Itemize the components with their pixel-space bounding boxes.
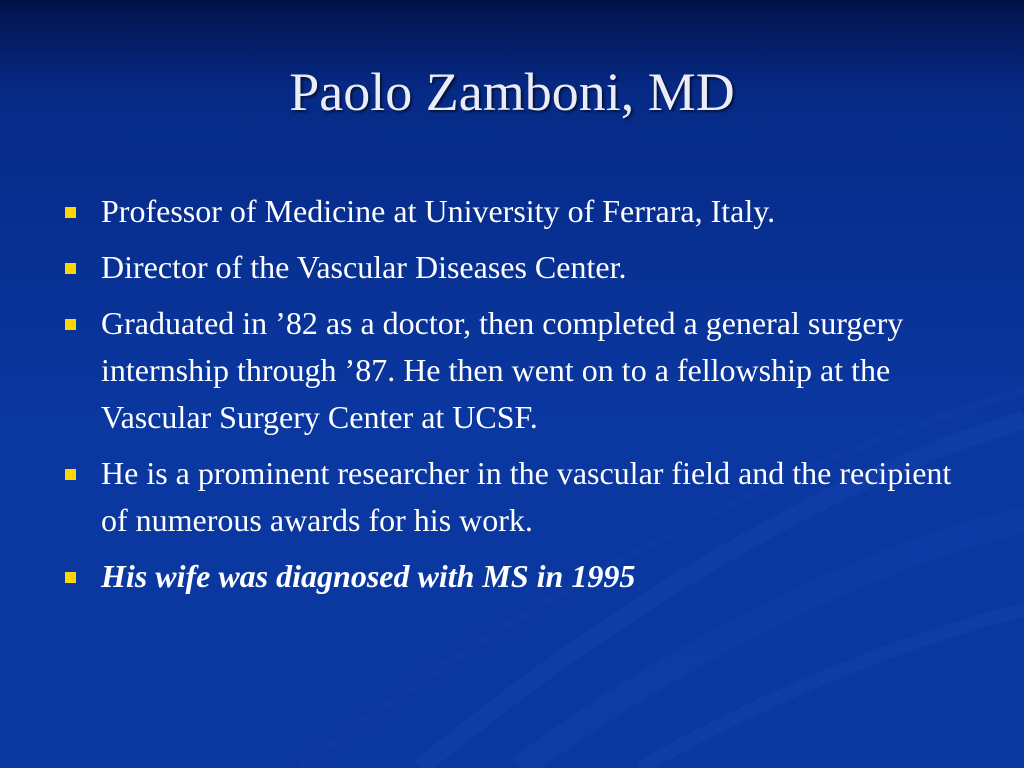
- square-bullet-icon: [65, 469, 76, 480]
- bullet-text-emphasized: His wife was diagnosed with MS in 1995: [101, 558, 636, 594]
- bullet-item: [62, 300, 962, 441]
- bullet-text: Professor of Medicine at University of Ferrara, Italy.: [101, 193, 776, 229]
- bullet-item-emphasized: [62, 553, 962, 600]
- square-bullet-icon: [65, 572, 76, 583]
- bullet-text: Graduated in ’82 as a doctor, then completed a general surgery internship through ’87. He then went on to a fellowship at the Vascular Surgery Center at UCSF.: [101, 305, 904, 435]
- square-bullet-icon: [65, 319, 76, 330]
- bullet-item: [62, 450, 962, 544]
- slide-title: Paolo Zamboni, MD: [289, 62, 735, 122]
- square-bullet-icon: [65, 207, 76, 218]
- bullet-list: [62, 188, 962, 609]
- square-bullet-icon: [65, 263, 76, 274]
- bullet-item: [62, 188, 962, 235]
- bullet-text: Director of the Vascular Diseases Center.: [101, 249, 627, 285]
- bullet-item: [62, 244, 962, 291]
- bullet-text: He is a prominent researcher in the vascular field and the recipient of numerous awards for his work.: [101, 455, 952, 538]
